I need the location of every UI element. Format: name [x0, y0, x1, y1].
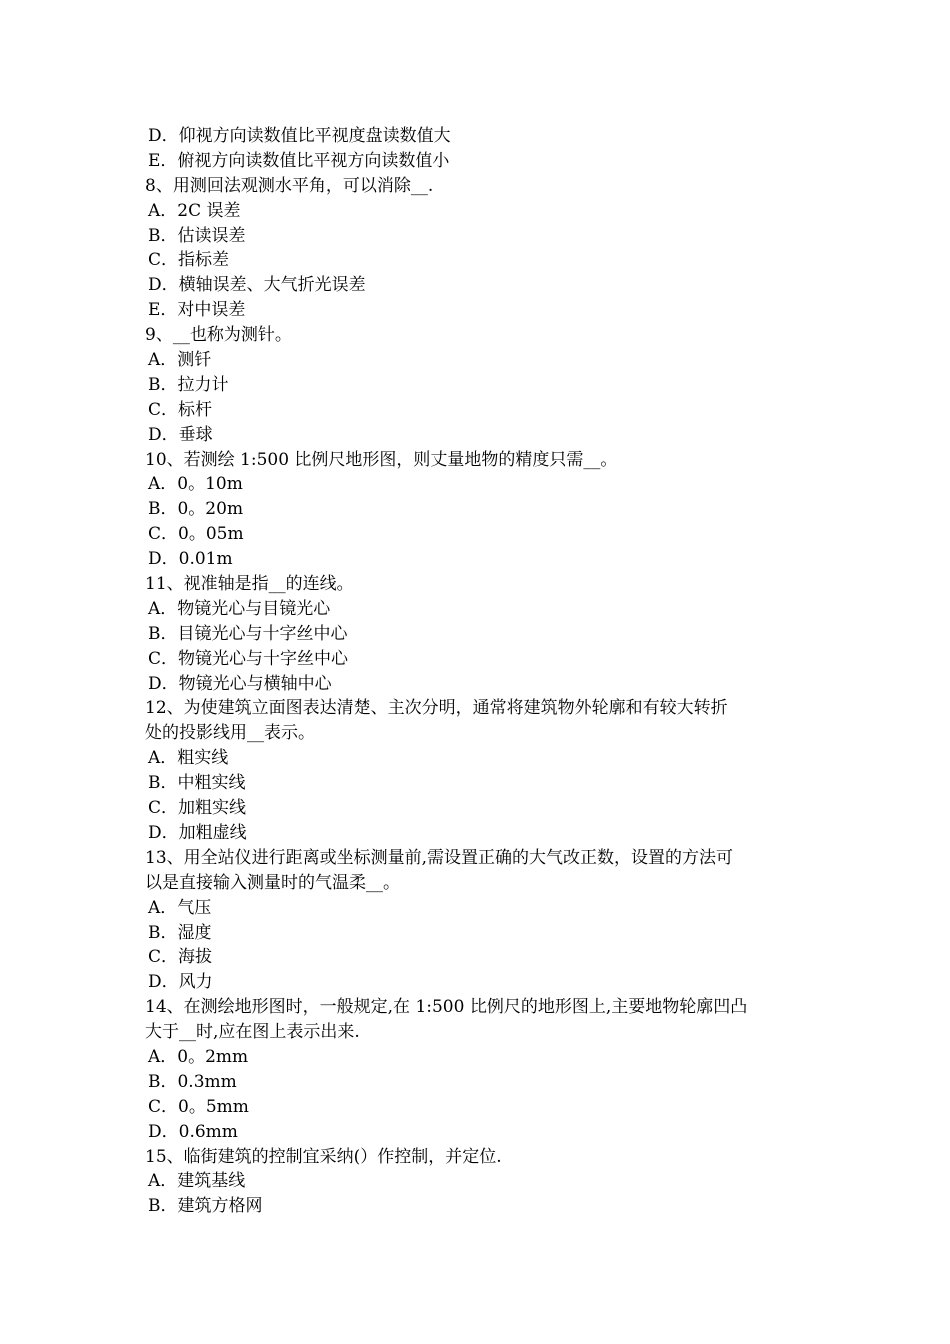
question-text: 8、用测回法观测水平角，可以消除__. [145, 175, 434, 196]
question-text: 9、__也称为测针。 [145, 325, 292, 346]
answer-option: C．海拔 [148, 947, 213, 968]
answer-option: D．0.6mm [148, 1121, 238, 1142]
answer-option: B．拉力计 [148, 374, 229, 395]
question-text: 12、为使建筑立面图表达清楚、主次分明，通常将建筑物外轮廓和有较大转折 [145, 698, 728, 719]
question-text: 处的投影线用__表示。 [145, 723, 315, 744]
answer-option: C．标杆 [148, 399, 213, 420]
answer-option: D．0.01m [148, 549, 233, 570]
answer-option: D．加粗虚线 [148, 822, 247, 843]
answer-option: B．0。20m [148, 499, 244, 520]
answer-option: A．建筑基线 [148, 1171, 246, 1192]
answer-option: E．对中误差 [148, 300, 246, 321]
answer-option: D．垂球 [148, 424, 213, 445]
answer-option: C．指标差 [148, 250, 230, 271]
question-text: 14、在测绘地形图时，一般规定,在 1:500 比例尺的地形图上,主要地物轮廓凹凸 [145, 997, 748, 1018]
question-text: 10、若测绘 1:500 比例尺地形图，则丈量地物的精度只需__。 [145, 449, 618, 470]
answer-option: B．目镜光心与十字丝中心 [148, 623, 348, 644]
document-page [145, 124, 815, 1219]
answer-option: D．物镜光心与横轴中心 [148, 673, 332, 694]
answer-option: B．0.3mm [148, 1071, 237, 1092]
answer-option: A．粗实线 [148, 748, 229, 769]
answer-option: A．0。2mm [148, 1046, 249, 1067]
answer-option: A．0。10m [148, 474, 243, 495]
answer-option: C．加粗实线 [148, 798, 247, 819]
answer-option: A．2C 误差 [148, 200, 241, 221]
answer-option: D．风力 [148, 972, 213, 993]
answer-option: A．物镜光心与目镜光心 [148, 598, 331, 619]
answer-option: B．建筑方格网 [148, 1196, 263, 1217]
question-text: 大于__时,应在图上表示出来. [145, 1022, 360, 1043]
answer-option: C．物镜光心与十字丝中心 [148, 648, 349, 669]
answer-option: A．气压 [148, 897, 212, 918]
answer-option: B．估读误差 [148, 225, 246, 246]
answer-option: C．0。05m [148, 524, 244, 545]
answer-option: D．仰视方向读数值比平视度盘读数值大 [148, 126, 451, 146]
question-text: 15、临街建筑的控制宜采纳(）作控制，并定位. [145, 1146, 502, 1167]
answer-option: C．0。5mm [148, 1096, 249, 1117]
answer-option: B．湿度 [148, 922, 212, 943]
question-text: 以是直接输入测量时的气温柔__。 [145, 872, 400, 893]
answer-option: B．中粗实线 [148, 773, 246, 794]
question-text: 11、视准轴是指__的连线。 [145, 574, 354, 595]
answer-option: D．横轴误差、大气折光误差 [148, 275, 366, 296]
answer-option: E．俯视方向读数值比平视方向读数值小 [148, 150, 450, 171]
question-text: 13、用全站仪进行距离或坐标测量前,需设置正确的大气改正数，设置的方法可 [145, 847, 734, 868]
answer-option: A．测钎 [148, 350, 212, 371]
